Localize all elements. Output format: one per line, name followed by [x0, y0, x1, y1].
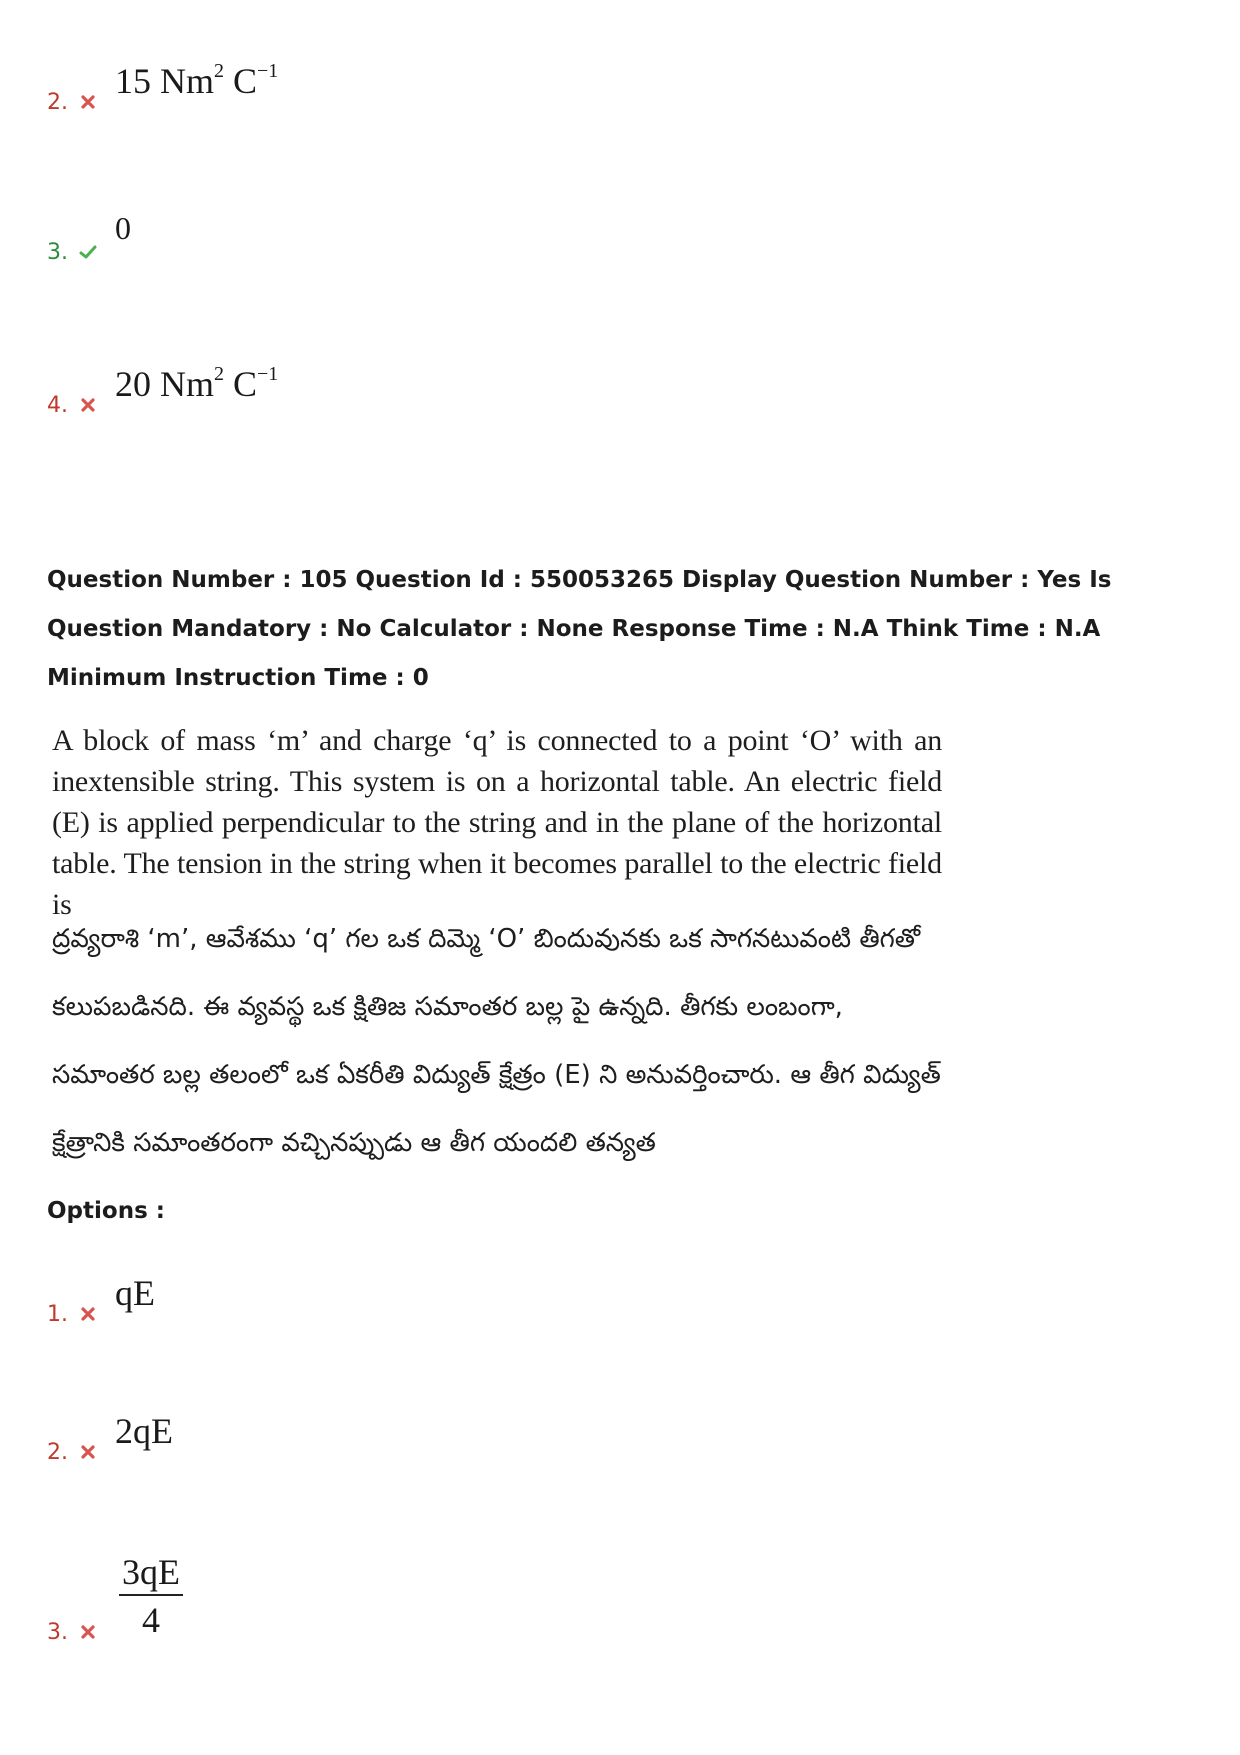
cross-icon [79, 1623, 97, 1641]
fraction-numerator: 3qE [119, 1550, 183, 1596]
option-value: 0 [115, 210, 131, 246]
option-fraction [119, 1550, 183, 1644]
option-number: 1. [47, 1302, 68, 1327]
option-number: 2. [47, 90, 68, 115]
option-number: 3. [47, 1620, 68, 1645]
question-text-english: A block of mass ‘m’ and charge ‘q’ is connected to a point ‘O’ with an inextensible string. This system is on a horizontal table. An electric field (E) is applied perpendicular to the string and in the plane of the horizontal table. The tension in the string when it becomes parallel to the electric field is [52, 724, 942, 921]
question-text-telugu: ద్రవ్యరాశి ‘m’, ఆవేశము ‘q’ గల ఒక దిమ్మె ‘O’ బిందువునకు ఒక సాగనటువంటి తీగతో కలుపబడినది. ఈ వ్యవస్థ ఒక క్షితిజ సమాంతర బల్ల పై ఉన్నది. తీగకు లంబంగా, సమాంతర బల్ల తలంలో ఒక ఏకరీతి విద్యుత్ క్షేత్రం (E) ని అనువర్తించారు. ఆ తీగ విద్యుత్ క్షేత్రానికి సమాంతరంగా వచ్చినప్పుడు ఆ తీగ యందలి తన్యత [52, 924, 941, 1158]
options-label: Options : [47, 1198, 165, 1224]
cross-icon [79, 1305, 97, 1323]
cross-icon [79, 396, 97, 414]
option-value: 20 Nm$^2$ $C^{-1}$ [115, 363, 279, 404]
option-value: 2qE [115, 1411, 173, 1451]
cross-icon [79, 1443, 97, 1461]
check-icon [79, 243, 97, 261]
cross-icon [79, 93, 97, 111]
option-number: 3. [47, 240, 68, 265]
option-value: qE [115, 1273, 155, 1313]
option-number: 4. [47, 393, 68, 418]
question-meta: Question Number : 105 Question Id : 550053265 Display Question Number : Yes Is Question Mandatory : No Calculator : None Response Time : N.A Think Time : N.A Minimum Instruction Time : 0 [47, 567, 1112, 691]
option-number: 2. [47, 1440, 68, 1465]
option-value: 15 Nm$^2$ $C^{-1}$ [115, 60, 279, 101]
fraction-denominator: 4 [142, 1600, 160, 1640]
